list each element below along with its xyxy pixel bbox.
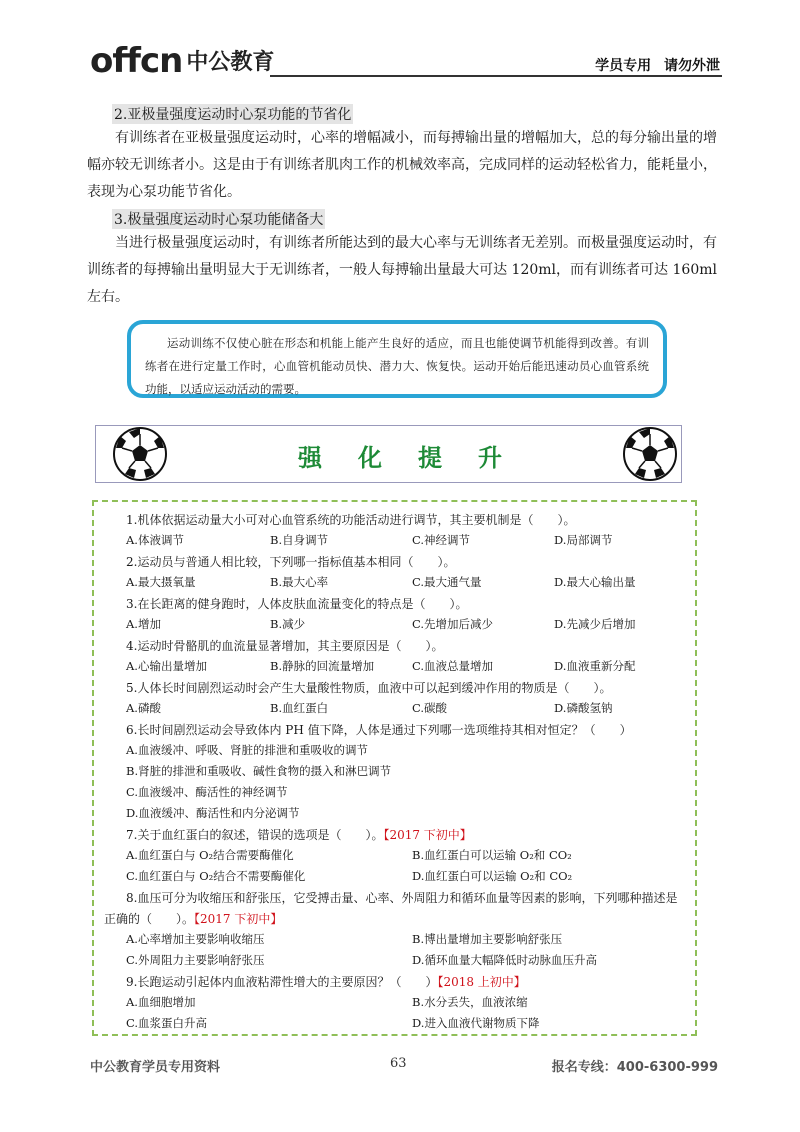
option: A.磷酸 xyxy=(126,701,161,715)
section3-paragraph: 当进行极量强度运动时，有训练者所能达到的最大心率与无训练者无差别。而极量强度运动时，有训练者的每搏输出量明显大于无训练者，一般人每搏输出量最大可达 120ml，而有训练者可达 160ml 左右。 xyxy=(87,235,717,305)
option: D.进入血液代谢物质下降 xyxy=(412,1016,540,1030)
section3-title: 3.极量强度运动时心泵功能储备大 xyxy=(112,209,325,229)
option: C.外周阻力主要影响舒张压 xyxy=(126,953,265,967)
question-1: 1.机体依据运动量大小可对心血管系统的功能活动进行调节，其主要机制是（ ）。 xyxy=(126,513,576,527)
logo-chinese: 中公教育 xyxy=(186,50,275,75)
option: C.血红蛋白与 O₂结合不需要酶催化 xyxy=(126,869,306,883)
option: B.减少 xyxy=(270,617,306,631)
footer-hotline: 报名专线：400-6300-999 xyxy=(551,1060,718,1075)
option: D.血红蛋白可以运输 O₂和 CO₂ xyxy=(412,869,573,883)
option: D.先减少后增加 xyxy=(554,617,636,631)
option: C.神经调节 xyxy=(412,533,471,547)
option: B.最大心率 xyxy=(270,575,329,589)
option: D.局部调节 xyxy=(554,533,613,547)
option: A.心率增加主要影响收缩压 xyxy=(126,932,265,946)
option: A.心输出量增加 xyxy=(126,659,207,673)
option: C.血浆蛋白升高 xyxy=(126,1016,208,1030)
option: A.血液缓冲、呼吸、肾脏的排泄和重吸收的调节 xyxy=(126,743,368,757)
option: D.磷酸氢钠 xyxy=(554,701,613,715)
option: A.增加 xyxy=(126,617,161,631)
question-5: 5.人体长时间剧烈运动时会产生大量酸性物质，血液中可以起到缓冲作用的物质是（ ）。 xyxy=(126,681,612,695)
option: B.血红蛋白 xyxy=(270,701,329,715)
offcn-logo xyxy=(90,38,275,81)
question-7 xyxy=(126,826,472,843)
question-4: 4.运动时骨骼肌的血流量显著增加，其主要原因是（ ）。 xyxy=(126,639,444,653)
option: D.血液重新分配 xyxy=(554,659,636,673)
option: A.最大摄氧量 xyxy=(126,575,196,589)
question-8-line2 xyxy=(104,910,282,927)
option: D.循环血量大幅降低时动脉血压升高 xyxy=(412,953,597,967)
question-9-text: 9.长跑运动引起体内血液粘滞性增大的主要原因？（ ） xyxy=(126,975,438,989)
section2-title: 2.亚极量强度运动时心泵功能的节省化 xyxy=(112,104,353,124)
section2-paragraph: 有训练者在亚极量强度运动时，心率的增幅减小，而每搏输出量的增幅加大，总的每分输出量的增幅亦较无训练者小。这是由于有训练者肌肉工作的机械效率高，完成同样的运动轻松省力，能耗量小，表现为心泵功能节省化。 xyxy=(87,130,717,200)
option: B.博出量增加主要影响舒张压 xyxy=(412,932,563,946)
option: D.血液缓冲、酶活性和内分泌调节 xyxy=(126,806,300,820)
question-2: 2.运动员与普通人相比较，下列哪一指标值基本相同（ ）。 xyxy=(126,555,456,569)
exam-source-tag: 【2018 上初中】 xyxy=(437,975,526,989)
option: A.血细胞增加 xyxy=(126,995,196,1009)
exam-source-tag: 【2017 下初中】 xyxy=(383,828,472,842)
question-9 xyxy=(126,973,526,990)
page-number: 63 xyxy=(390,1056,407,1071)
footer-left-text: 中公教育学员专用资料 xyxy=(90,1060,221,1075)
option: C.最大通气量 xyxy=(412,575,482,589)
option: C.先增加后减少 xyxy=(412,617,494,631)
option: C.血液总量增加 xyxy=(412,659,494,673)
logo-english: offcn xyxy=(90,41,183,81)
exam-source-tag: 【2017 下初中】 xyxy=(194,912,283,926)
banner-title: 强化提升 xyxy=(298,444,538,472)
option: A.血红蛋白与 O₂结合需要酶催化 xyxy=(126,848,294,862)
option: B.水分丢失，血液浓缩 xyxy=(412,995,528,1009)
question-8-line1: 8.血压可分为收缩压和舒张压，它受搏击量、心率、外周阻力和循环血量等因素的影响，下列哪种描述是 xyxy=(126,891,678,905)
option: B.血红蛋白可以运输 O₂和 CO₂ xyxy=(412,848,572,862)
header-rule xyxy=(270,75,722,77)
option: B.静脉的回流量增加 xyxy=(270,659,375,673)
header-notice: 学员专用 请勿外泄 xyxy=(595,58,720,74)
note-box xyxy=(127,320,667,398)
question-6: 6.长时间剧烈运动会导致体内 PH 值下降，人体是通过下列哪一选项维持其相对恒定？（ ） xyxy=(126,723,632,737)
question-3: 3.在长距离的健身跑时，人体皮肤血流量变化的特点是（ ）。 xyxy=(126,597,468,611)
question-8-text: 正确的（ ）。 xyxy=(104,912,195,926)
option: A.体液调节 xyxy=(126,533,184,547)
question-7-text: 7.关于血红蛋白的叙述，错误的选项是（ ）。 xyxy=(126,828,384,842)
option: B.肾脏的排泄和重吸收、碱性食物的摄入和淋巴调节 xyxy=(126,764,392,778)
option: C.血液缓冲、酶活性的神经调节 xyxy=(126,785,288,799)
note-text: 运动训练不仅使心脏在形态和机能上能产生良好的适应，而且也能使调节机能得到改善。有训练者在进行定量工作时，心血管机能动员快、潜力大、恢复快。运动开始后能迅速动员心血管系统功能，以适应运动活动的需要。 xyxy=(145,336,649,396)
option: C.碳酸 xyxy=(412,701,448,715)
option: B.自身调节 xyxy=(270,533,329,547)
option: D.最大心输出量 xyxy=(554,575,636,589)
